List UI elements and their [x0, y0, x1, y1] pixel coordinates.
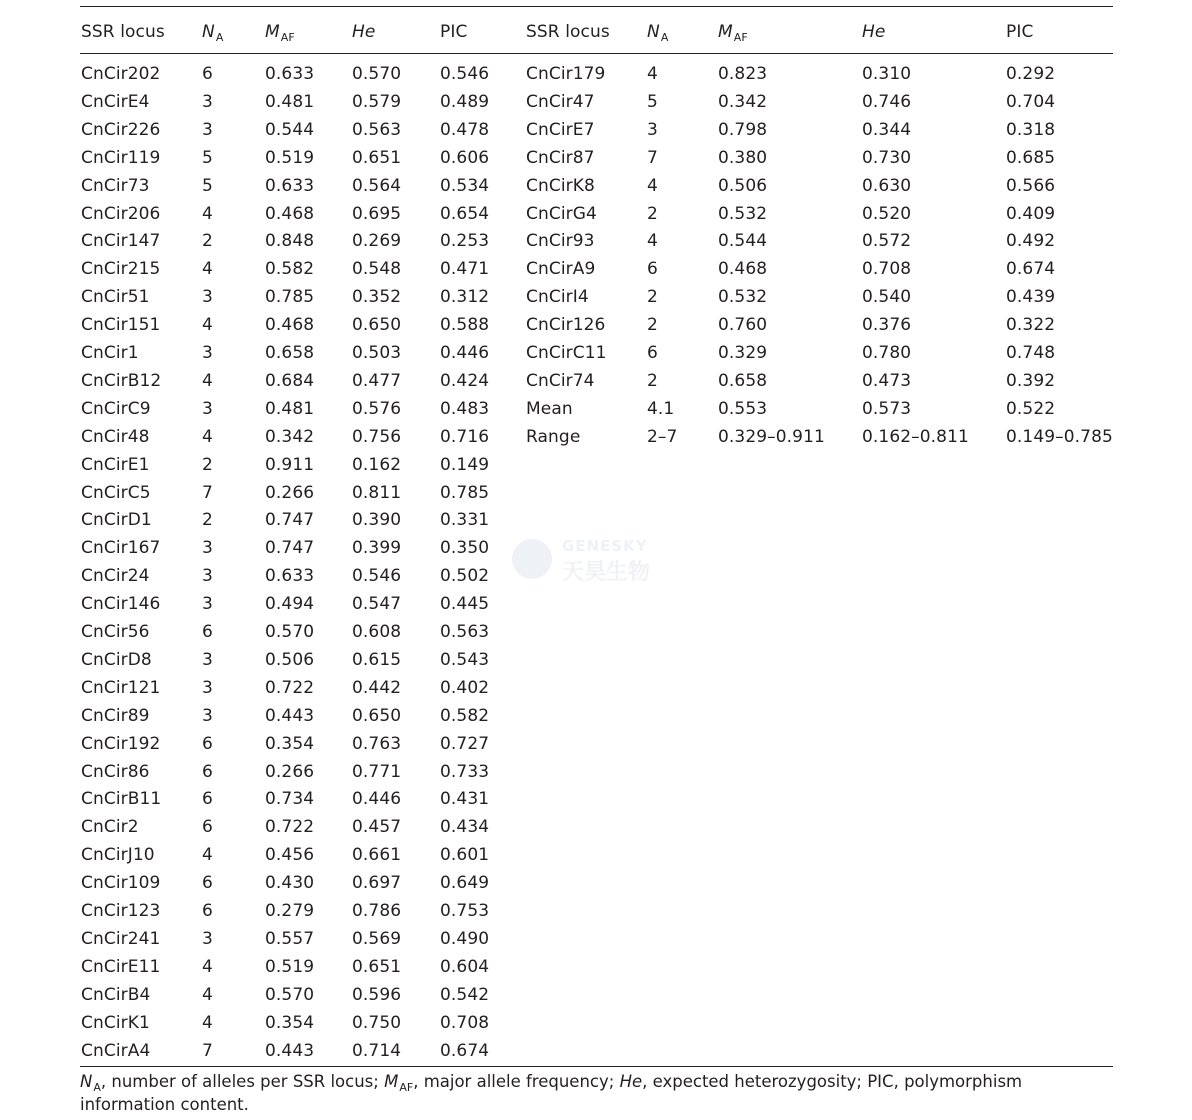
right-row-pic: 0.292: [1006, 64, 1056, 84]
left-row-he: 0.650: [352, 315, 402, 335]
right-header-he: [862, 22, 885, 42]
left-row-locus: CnCirE4: [81, 92, 150, 112]
footnote-text-2: , major allele frequency;: [413, 1072, 620, 1091]
left-row-locus: CnCir215: [81, 259, 161, 279]
left-row-locus: CnCir241: [81, 929, 161, 949]
right-row-he: 0.730: [862, 148, 912, 168]
left-row-he: 0.786: [352, 901, 402, 921]
right-row-na: 2: [647, 371, 658, 391]
left-row-locus: CnCir167: [81, 538, 161, 558]
left-row-he: 0.714: [352, 1041, 402, 1061]
left-row-pic: 0.582: [440, 706, 490, 726]
left-row-na: 7: [202, 1041, 213, 1061]
left-row-pic: 0.331: [440, 510, 490, 530]
left-row-pic: 0.601: [440, 845, 490, 865]
right-row-pic: 0.522: [1006, 399, 1056, 419]
left-row-locus: CnCirE1: [81, 455, 150, 475]
left-row-pic: 0.445: [440, 594, 490, 614]
left-row-he: 0.569: [352, 929, 402, 949]
left-row-he: 0.390: [352, 510, 402, 530]
header-pic-text: PIC: [440, 22, 468, 42]
right-row-locus: CnCir87: [526, 148, 595, 168]
left-row-maf: 0.722: [265, 817, 315, 837]
right-row-locus: Mean: [526, 399, 573, 419]
right-row-pic: 0.685: [1006, 148, 1056, 168]
left-row-he: 0.442: [352, 678, 402, 698]
left-row-locus: CnCir73: [81, 176, 150, 196]
left-row-pic: 0.431: [440, 789, 490, 809]
left-row-na: 3: [202, 929, 213, 949]
left-row-he: 0.763: [352, 734, 402, 754]
left-row-maf: 0.279: [265, 901, 315, 921]
footnote-maf: M: [384, 1072, 399, 1091]
top-rule: [80, 6, 1113, 7]
left-row-pic: 0.478: [440, 120, 490, 140]
header-pic-text: PIC: [1006, 22, 1034, 42]
right-row-pic: 0.674: [1006, 259, 1056, 279]
left-row-pic: 0.785: [440, 483, 490, 503]
watermark-en: GENESKY: [562, 537, 648, 555]
header-rule: [80, 53, 1113, 54]
left-row-locus: CnCir226: [81, 120, 161, 140]
left-header-locus: [81, 22, 165, 42]
right-row-na: 4.1: [647, 399, 675, 419]
right-row-locus: CnCirI4: [526, 287, 589, 307]
left-row-pic: 0.606: [440, 148, 490, 168]
right-row-na: 4: [647, 176, 658, 196]
left-row-na: 4: [202, 957, 213, 977]
left-row-na: 4: [202, 259, 213, 279]
right-row-he: 0.540: [862, 287, 912, 307]
header-maf-sub: AF: [280, 31, 295, 44]
right-row-maf: 0.380: [718, 148, 768, 168]
left-row-pic: 0.402: [440, 678, 490, 698]
left-row-he: 0.750: [352, 1013, 402, 1033]
header-na-main: N: [647, 22, 660, 42]
right-row-maf: 0.329–0.911: [718, 427, 825, 447]
left-row-na: 5: [202, 176, 213, 196]
left-header-pic: [440, 22, 467, 42]
right-row-he: 0.630: [862, 176, 912, 196]
header-na-main: N: [202, 22, 215, 42]
right-row-pic: 0.439: [1006, 287, 1056, 307]
right-row-pic: 0.492: [1006, 231, 1056, 251]
left-row-pic: 0.483: [440, 399, 490, 419]
table-footnote: [80, 1071, 1120, 1115]
left-row-na: 6: [202, 817, 213, 837]
left-row-pic: 0.424: [440, 371, 490, 391]
left-row-locus: CnCir56: [81, 622, 150, 642]
left-row-locus: CnCirC5: [81, 483, 151, 503]
left-row-pic: 0.534: [440, 176, 490, 196]
left-row-na: 3: [202, 650, 213, 670]
left-row-pic: 0.446: [440, 343, 490, 363]
left-row-locus: CnCirE11: [81, 957, 161, 977]
left-row-maf: 0.570: [265, 985, 315, 1005]
left-row-na: 6: [202, 901, 213, 921]
left-row-maf: 0.494: [265, 594, 315, 614]
right-row-locus: CnCirA9: [526, 259, 596, 279]
left-row-locus: CnCir24: [81, 566, 150, 586]
left-row-maf: 0.633: [265, 566, 315, 586]
left-row-pic: 0.604: [440, 957, 490, 977]
left-row-he: 0.651: [352, 957, 402, 977]
left-row-maf: 0.747: [265, 510, 315, 530]
left-row-na: 4: [202, 371, 213, 391]
left-row-na: 3: [202, 287, 213, 307]
right-row-he: 0.310: [862, 64, 912, 84]
left-row-maf: 0.785: [265, 287, 315, 307]
bottom-rule: [80, 1066, 1113, 1067]
right-row-maf: 0.823: [718, 64, 768, 84]
left-row-locus: CnCirB12: [81, 371, 162, 391]
right-row-pic: 0.704: [1006, 92, 1056, 112]
left-row-maf: 0.734: [265, 789, 315, 809]
left-row-he: 0.651: [352, 148, 402, 168]
left-row-maf: 0.468: [265, 204, 315, 224]
right-row-maf: 0.760: [718, 315, 768, 335]
right-row-he: 0.573: [862, 399, 912, 419]
right-row-na: 6: [647, 343, 658, 363]
right-row-he: 0.520: [862, 204, 912, 224]
right-row-pic: 0.392: [1006, 371, 1056, 391]
right-row-na: 6: [647, 259, 658, 279]
left-header-na: [202, 22, 223, 44]
header-maf-main: M: [718, 22, 733, 42]
left-row-na: 3: [202, 399, 213, 419]
left-row-na: 4: [202, 845, 213, 865]
footnote-na: N: [80, 1072, 93, 1091]
left-row-na: 6: [202, 64, 213, 84]
right-row-he: 0.344: [862, 120, 912, 140]
left-row-he: 0.695: [352, 204, 402, 224]
left-row-maf: 0.633: [265, 176, 315, 196]
header-locus-text: SSR locus: [81, 22, 165, 42]
left-row-pic: 0.674: [440, 1041, 490, 1061]
left-row-he: 0.457: [352, 817, 402, 837]
left-row-locus: CnCir147: [81, 231, 161, 251]
right-row-pic: 0.149–0.785: [1006, 427, 1113, 447]
right-row-maf: 0.553: [718, 399, 768, 419]
left-row-maf: 0.468: [265, 315, 315, 335]
left-row-pic: 0.649: [440, 873, 490, 893]
left-row-locus: CnCirD8: [81, 650, 152, 670]
left-row-locus: CnCir123: [81, 901, 161, 921]
left-row-na: 5: [202, 148, 213, 168]
left-row-locus: CnCirB11: [81, 789, 162, 809]
header-maf-sub: AF: [733, 31, 748, 44]
left-row-na: 3: [202, 594, 213, 614]
right-header-pic: [1006, 22, 1033, 42]
right-row-maf: 0.532: [718, 287, 768, 307]
left-row-maf: 0.443: [265, 1041, 315, 1061]
left-row-pic: 0.546: [440, 64, 490, 84]
right-row-pic: 0.566: [1006, 176, 1056, 196]
right-row-maf: 0.342: [718, 92, 768, 112]
right-row-locus: CnCir179: [526, 64, 606, 84]
left-row-maf: 0.342: [265, 427, 315, 447]
left-row-na: 2: [202, 455, 213, 475]
left-row-na: 3: [202, 120, 213, 140]
left-row-locus: CnCir86: [81, 762, 150, 782]
right-row-locus: CnCir74: [526, 371, 595, 391]
left-row-locus: CnCir119: [81, 148, 161, 168]
left-row-locus: CnCirD1: [81, 510, 152, 530]
left-row-maf: 0.354: [265, 1013, 315, 1033]
left-row-na: 3: [202, 566, 213, 586]
left-row-maf: 0.519: [265, 148, 315, 168]
left-row-he: 0.563: [352, 120, 402, 140]
left-row-he: 0.650: [352, 706, 402, 726]
left-row-pic: 0.733: [440, 762, 490, 782]
left-row-maf: 0.848: [265, 231, 315, 251]
left-row-he: 0.548: [352, 259, 402, 279]
header-he-text: He: [352, 22, 376, 42]
right-row-pic: 0.748: [1006, 343, 1056, 363]
right-row-he: 0.746: [862, 92, 912, 112]
left-row-locus: CnCir2: [81, 817, 139, 837]
header-na-sub: A: [660, 31, 669, 44]
left-row-na: 4: [202, 1013, 213, 1033]
left-row-he: 0.615: [352, 650, 402, 670]
left-row-maf: 0.266: [265, 762, 315, 782]
left-row-na: 2: [202, 510, 213, 530]
left-row-locus: CnCir146: [81, 594, 161, 614]
left-row-he: 0.399: [352, 538, 402, 558]
left-row-he: 0.564: [352, 176, 402, 196]
left-row-he: 0.661: [352, 845, 402, 865]
left-row-na: 7: [202, 483, 213, 503]
left-row-locus: CnCir109: [81, 873, 161, 893]
header-na-sub: A: [215, 31, 224, 44]
genesky-watermark: [512, 537, 682, 587]
left-row-locus: CnCir192: [81, 734, 161, 754]
left-row-na: 2: [202, 231, 213, 251]
left-row-locus: CnCir151: [81, 315, 161, 335]
right-row-he: 0.708: [862, 259, 912, 279]
right-row-he: 0.162–0.811: [862, 427, 969, 447]
right-row-locus: CnCirE7: [526, 120, 595, 140]
left-row-na: 6: [202, 762, 213, 782]
left-row-na: 3: [202, 678, 213, 698]
left-row-maf: 0.354: [265, 734, 315, 754]
left-row-he: 0.446: [352, 789, 402, 809]
right-row-na: 4: [647, 64, 658, 84]
left-row-maf: 0.557: [265, 929, 315, 949]
left-row-pic: 0.753: [440, 901, 490, 921]
left-row-locus: CnCir206: [81, 204, 161, 224]
left-row-na: 3: [202, 706, 213, 726]
left-row-maf: 0.911: [265, 455, 315, 475]
left-row-he: 0.570: [352, 64, 402, 84]
right-row-he: 0.572: [862, 231, 912, 251]
left-row-locus: CnCir51: [81, 287, 150, 307]
left-row-maf: 0.519: [265, 957, 315, 977]
left-row-maf: 0.266: [265, 483, 315, 503]
footnote-text-3: , expected heterozygosity; PIC, polymorphism information content.: [80, 1072, 1023, 1114]
left-row-locus: CnCir89: [81, 706, 150, 726]
right-row-na: 5: [647, 92, 658, 112]
right-row-locus: CnCirG4: [526, 204, 597, 224]
left-row-na: 6: [202, 873, 213, 893]
watermark-cn: 天昊生物: [562, 560, 651, 585]
left-row-na: 4: [202, 204, 213, 224]
left-row-na: 4: [202, 427, 213, 447]
left-row-na: 3: [202, 343, 213, 363]
left-row-he: 0.547: [352, 594, 402, 614]
left-row-he: 0.771: [352, 762, 402, 782]
right-row-he: 0.780: [862, 343, 912, 363]
left-row-pic: 0.588: [440, 315, 490, 335]
footnote-na-sub: A: [93, 1081, 101, 1094]
left-row-pic: 0.502: [440, 566, 490, 586]
right-row-locus: CnCir47: [526, 92, 595, 112]
left-row-na: 3: [202, 538, 213, 558]
left-row-locus: CnCir121: [81, 678, 161, 698]
left-row-maf: 0.481: [265, 399, 315, 419]
footnote-he: He: [619, 1072, 643, 1091]
left-row-he: 0.579: [352, 92, 402, 112]
right-row-locus: CnCirK8: [526, 176, 595, 196]
header-locus-text: SSR locus: [526, 22, 610, 42]
left-row-locus: CnCirB4: [81, 985, 151, 1005]
right-row-he: 0.376: [862, 315, 912, 335]
left-row-pic: 0.563: [440, 622, 490, 642]
left-row-locus: CnCirK1: [81, 1013, 150, 1033]
left-row-he: 0.697: [352, 873, 402, 893]
left-row-pic: 0.727: [440, 734, 490, 754]
left-row-he: 0.576: [352, 399, 402, 419]
left-row-maf: 0.570: [265, 622, 315, 642]
right-row-locus: CnCirC11: [526, 343, 607, 363]
left-row-he: 0.162: [352, 455, 402, 475]
left-row-na: 4: [202, 315, 213, 335]
left-row-pic: 0.149: [440, 455, 490, 475]
left-row-he: 0.596: [352, 985, 402, 1005]
left-row-locus: CnCirJ10: [81, 845, 155, 865]
right-row-maf: 0.798: [718, 120, 768, 140]
left-row-he: 0.811: [352, 483, 402, 503]
left-row-he: 0.546: [352, 566, 402, 586]
right-row-maf: 0.658: [718, 371, 768, 391]
right-row-na: 7: [647, 148, 658, 168]
left-row-maf: 0.722: [265, 678, 315, 698]
right-row-maf: 0.468: [718, 259, 768, 279]
right-row-na: 2: [647, 287, 658, 307]
right-row-he: 0.473: [862, 371, 912, 391]
right-header-maf: [718, 22, 748, 44]
left-row-locus: CnCirC9: [81, 399, 151, 419]
right-row-pic: 0.322: [1006, 315, 1056, 335]
left-row-maf: 0.684: [265, 371, 315, 391]
left-row-he: 0.608: [352, 622, 402, 642]
left-header-he: [352, 22, 375, 42]
left-row-maf: 0.747: [265, 538, 315, 558]
left-row-na: 3: [202, 92, 213, 112]
left-row-maf: 0.481: [265, 92, 315, 112]
right-row-pic: 0.318: [1006, 120, 1056, 140]
footnote-text-1: , number of alleles per SSR locus;: [100, 1072, 385, 1091]
left-row-pic: 0.716: [440, 427, 490, 447]
right-header-na: [647, 22, 668, 44]
left-row-locus: CnCir202: [81, 64, 161, 84]
left-row-maf: 0.456: [265, 845, 315, 865]
left-row-locus: CnCir48: [81, 427, 150, 447]
left-row-locus: CnCir1: [81, 343, 139, 363]
left-row-pic: 0.542: [440, 985, 490, 1005]
left-row-na: 6: [202, 789, 213, 809]
right-row-na: 4: [647, 231, 658, 251]
right-row-na: 3: [647, 120, 658, 140]
right-row-locus: CnCir93: [526, 231, 595, 251]
header-maf-main: M: [265, 22, 280, 42]
left-row-pic: 0.490: [440, 929, 490, 949]
left-row-he: 0.503: [352, 343, 402, 363]
left-row-maf: 0.544: [265, 120, 315, 140]
left-row-he: 0.756: [352, 427, 402, 447]
left-row-he: 0.269: [352, 231, 402, 251]
right-header-locus: [526, 22, 610, 42]
right-row-maf: 0.532: [718, 204, 768, 224]
left-row-pic: 0.350: [440, 538, 490, 558]
left-row-maf: 0.443: [265, 706, 315, 726]
left-row-locus: CnCirA4: [81, 1041, 151, 1061]
right-row-na: 2–7: [647, 427, 678, 447]
left-row-pic: 0.654: [440, 204, 490, 224]
left-row-maf: 0.582: [265, 259, 315, 279]
right-row-na: 2: [647, 315, 658, 335]
left-row-maf: 0.658: [265, 343, 315, 363]
right-row-maf: 0.329: [718, 343, 768, 363]
right-row-maf: 0.544: [718, 231, 768, 251]
genesky-logo-icon: [512, 539, 552, 579]
left-row-maf: 0.506: [265, 650, 315, 670]
left-row-pic: 0.253: [440, 231, 490, 251]
right-row-locus: CnCir126: [526, 315, 606, 335]
footnote-maf-sub: AF: [399, 1081, 414, 1094]
right-row-locus: Range: [526, 427, 581, 447]
left-row-na: 6: [202, 622, 213, 642]
left-row-pic: 0.312: [440, 287, 490, 307]
left-row-pic: 0.543: [440, 650, 490, 670]
left-row-pic: 0.434: [440, 817, 490, 837]
left-header-maf: [265, 22, 295, 44]
left-row-pic: 0.489: [440, 92, 490, 112]
left-row-na: 6: [202, 734, 213, 754]
left-row-pic: 0.708: [440, 1013, 490, 1033]
left-row-maf: 0.633: [265, 64, 315, 84]
right-row-na: 2: [647, 204, 658, 224]
right-row-pic: 0.409: [1006, 204, 1056, 224]
left-row-he: 0.477: [352, 371, 402, 391]
header-he-text: He: [862, 22, 886, 42]
left-row-pic: 0.471: [440, 259, 490, 279]
left-row-na: 4: [202, 985, 213, 1005]
right-row-maf: 0.506: [718, 176, 768, 196]
left-row-maf: 0.430: [265, 873, 315, 893]
left-row-he: 0.352: [352, 287, 402, 307]
